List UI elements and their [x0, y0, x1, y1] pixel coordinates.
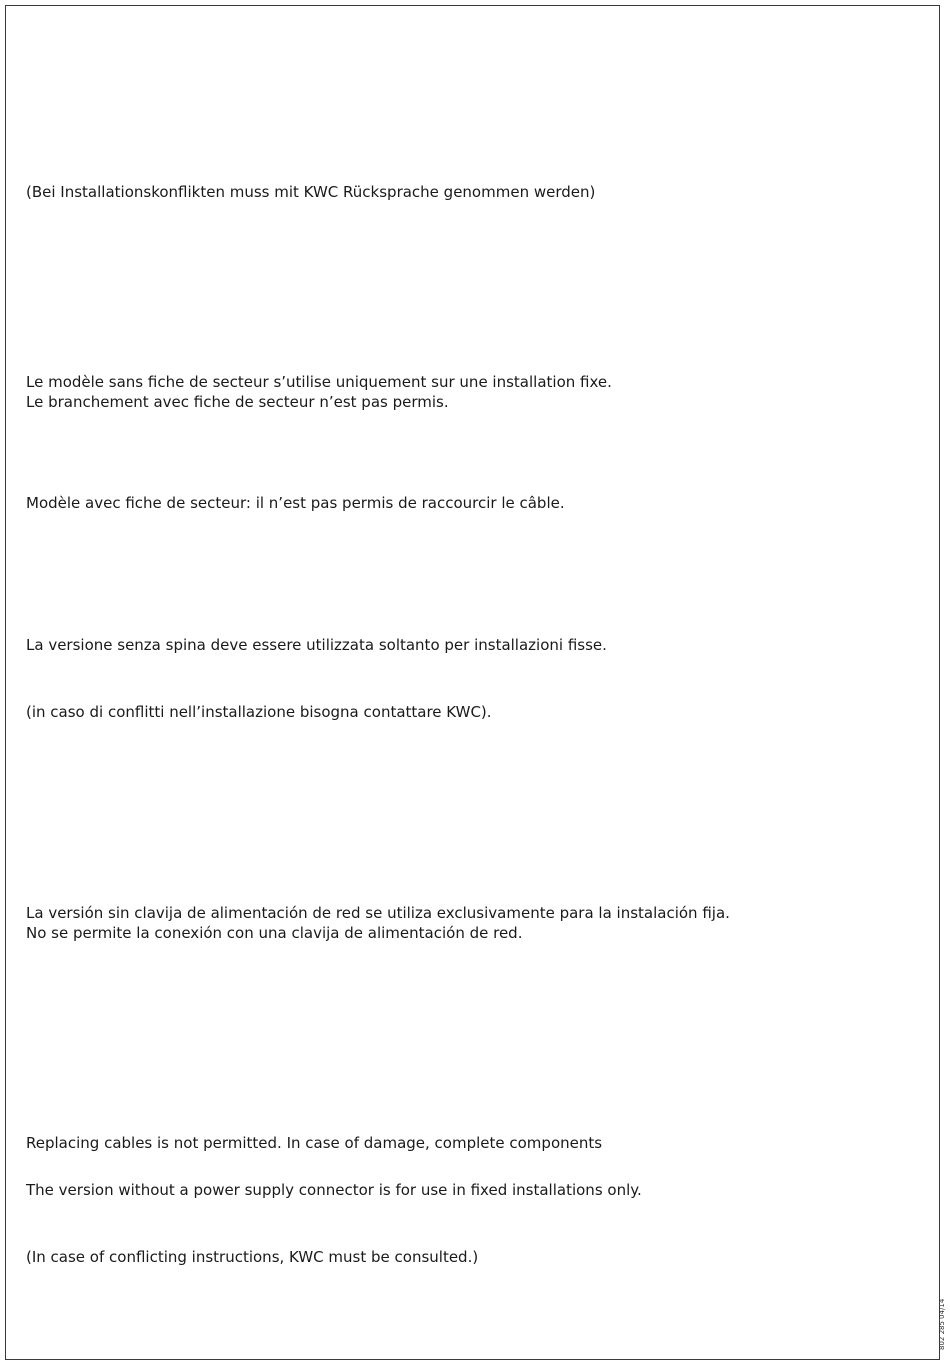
en-fixed-installation-text: The version without a power supply connector is for use in fixed installations only. — [26, 1181, 642, 1199]
fr-fixed-installation-line-1: Le modèle sans fiche de secteur s’utilise uniquement sur une installation fixe. — [26, 373, 612, 391]
it-fixed-installation-text: La versione senza spina deve essere utilizzata soltanto per installazioni fisse. — [26, 636, 607, 654]
fr-fixed-installation-notice — [26, 372, 612, 412]
es-fixed-installation-line-1: La versión sin clavija de alimentación de red se utiliza exclusivamente para la instalación fija. — [26, 904, 730, 922]
it-installation-conflicts-text: (in caso di conflitti nell’installazione bisogna contattare KWC). — [26, 703, 492, 721]
de-installation-conflicts-text: (Bei Installationskonflikten muss mit KWC Rücksprache genommen werden) — [26, 183, 596, 201]
es-fixed-installation-notice — [26, 903, 730, 943]
en-replacing-cables-text: Replacing cables is not permitted. In case of damage, complete components — [26, 1134, 603, 1152]
document-reference-number: 802 285 04/14 — [938, 1298, 946, 1350]
page-border — [5, 5, 940, 1360]
fr-plug-cable-text: Modèle avec fiche de secteur: il n’est pas permis de raccourcir le câble. — [26, 494, 565, 512]
en-installation-conflicts-text: (In case of conflicting instructions, KWC must be consulted.) — [26, 1248, 479, 1266]
fr-fixed-installation-line-2: Le branchement avec fiche de secteur n’est pas permis. — [26, 393, 449, 411]
es-fixed-installation-line-2: No se permite la conexión con una clavija de alimentación de red. — [26, 924, 523, 942]
